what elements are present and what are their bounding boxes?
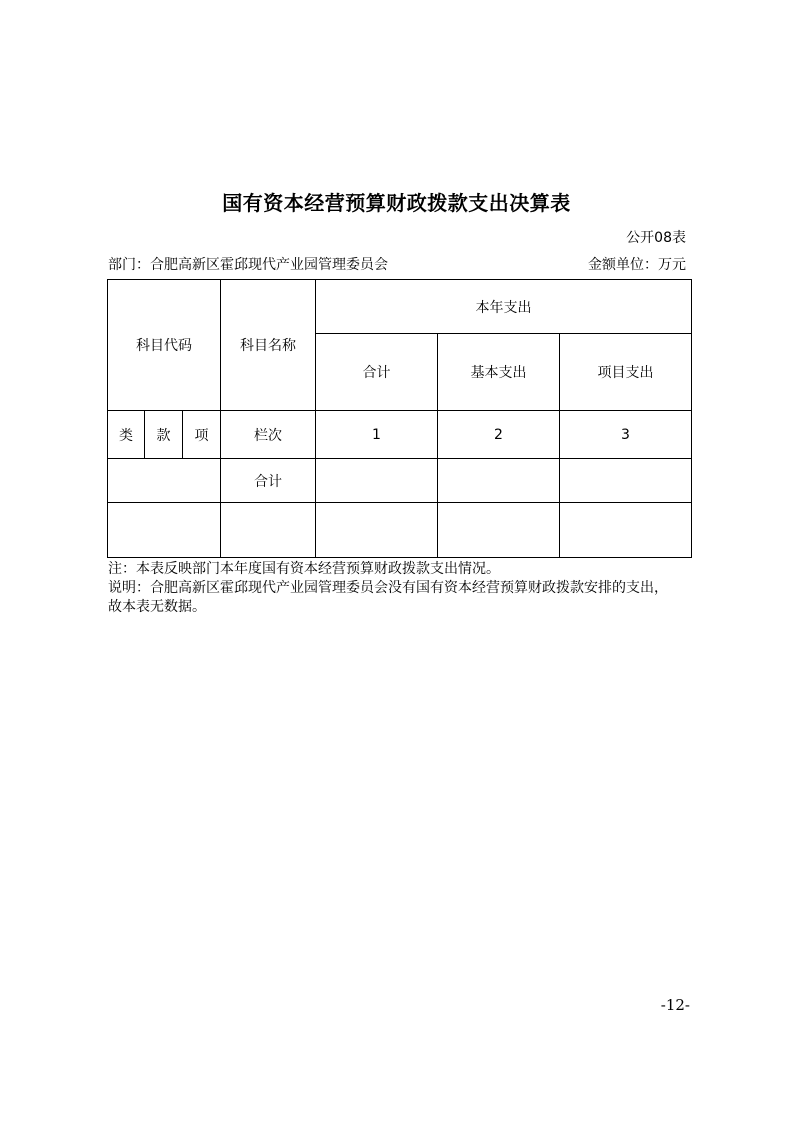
subject-code-header: 科目代码: [108, 280, 221, 411]
header-row-1: [108, 280, 692, 334]
total-header: 合计: [316, 334, 438, 411]
column-order-row: [108, 411, 692, 459]
form-number: 公开08表: [626, 230, 686, 246]
empty-row-basic-cell: [438, 503, 560, 558]
page-title: 国有资本经营预算财政拨款支出决算表: [222, 191, 571, 215]
current-year-expenditure-header: 本年支出: [316, 280, 692, 334]
expenditure-table: [107, 279, 692, 558]
item-header: 项: [183, 411, 221, 459]
total-row: [108, 459, 692, 503]
explanation-line-1: 说明：合肥高新区霍邱现代产业园管理委员会没有国有资本经营预算财政拨款安排的支出，: [108, 580, 668, 596]
page-number: -12-: [660, 996, 690, 1014]
subject-name-header: 科目名称: [221, 280, 316, 411]
column-order-label: 栏次: [221, 411, 316, 459]
column-number-1: 1: [316, 411, 438, 459]
column-number-3: 3: [560, 411, 692, 459]
notes-section: [108, 560, 698, 617]
empty-row-total-cell: [316, 503, 438, 558]
table-note: 注：本表反映部门本年度国有资本经营预算财政拨款支出情况。: [108, 561, 500, 577]
basic-expenditure-header: 基本支出: [438, 334, 560, 411]
empty-row-name-cell: [221, 503, 316, 558]
total-row-basic-cell: [438, 459, 560, 503]
total-row-total-cell: [316, 459, 438, 503]
empty-row-code-cell: [108, 503, 221, 558]
department-label: 部门：合肥高新区霍邱现代产业园管理委员会: [108, 257, 388, 273]
empty-data-row: [108, 503, 692, 558]
section-header: 款: [145, 411, 183, 459]
empty-row-project-cell: [560, 503, 692, 558]
total-row-label: 合计: [221, 459, 316, 503]
total-row-code-cell: [108, 459, 221, 503]
column-number-2: 2: [438, 411, 560, 459]
amount-unit-label: 金额单位：万元: [588, 257, 686, 273]
project-expenditure-header: 项目支出: [560, 334, 692, 411]
total-row-project-cell: [560, 459, 692, 503]
category-header: 类: [108, 411, 145, 459]
explanation-line-2: 故本表无数据。: [108, 599, 206, 615]
